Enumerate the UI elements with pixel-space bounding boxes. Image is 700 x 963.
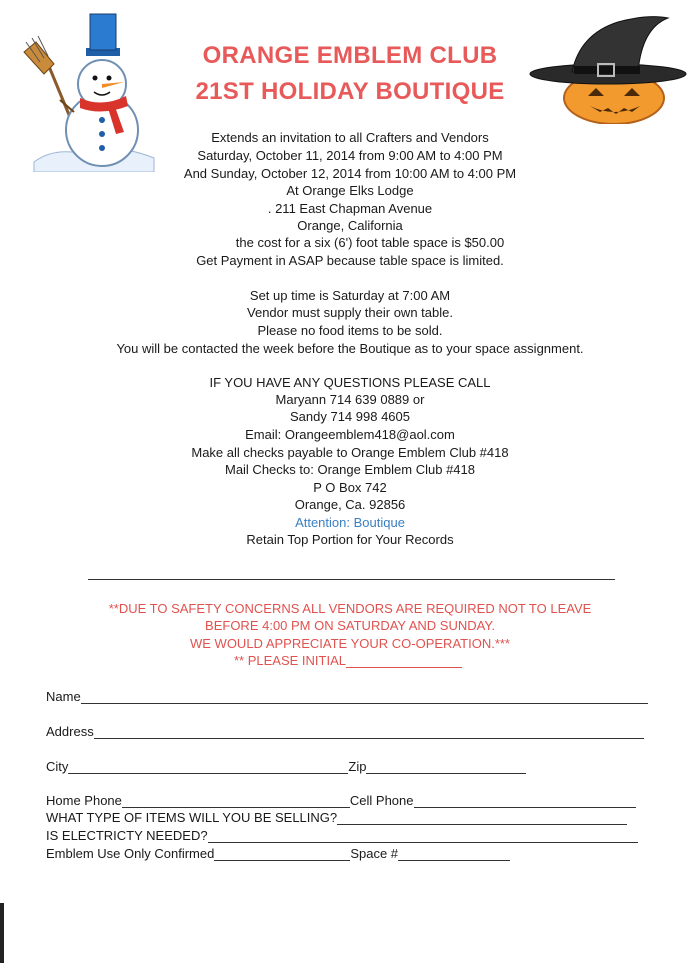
address-row xyxy=(46,724,644,739)
scan-edge xyxy=(0,903,4,963)
scan-bottom-margin xyxy=(0,903,700,963)
items-row xyxy=(46,810,627,825)
emblem-use-label: Emblem Use Only Confirmed xyxy=(46,846,215,861)
event-title: 21ST HOLIDAY BOUTIQUE xyxy=(195,78,505,105)
detail-line: And Sunday, October 12, 2014 from 10:00 AM to 4:00 PM xyxy=(183,166,517,181)
notice-line: WE WOULD APPRECIATE YOUR CO-OPERATION.*** xyxy=(190,636,510,651)
detail-line: Get Payment in ASAP because table space is limited. xyxy=(196,253,504,268)
retain-line: Retain Top Portion for Your Records xyxy=(246,532,454,547)
contact-line: Orange, Ca. 92856 xyxy=(294,497,406,512)
home-phone-label: Home Phone xyxy=(46,793,122,808)
items-label: WHAT TYPE OF ITEMS WILL YOU BE SELLING? xyxy=(46,810,338,825)
detail-line: Saturday, October 11, 2014 from 9:00 AM to 4:00 PM xyxy=(197,148,503,163)
city-field[interactable] xyxy=(68,761,348,774)
initial-row xyxy=(234,653,462,668)
name-row xyxy=(46,689,648,704)
address-label: Address xyxy=(46,724,94,739)
club-title: ORANGE EMBLEM CLUB xyxy=(202,42,498,69)
space-number-field[interactable] xyxy=(398,848,510,861)
setup-line: Vendor must supply their own table. xyxy=(247,305,453,320)
contact-email: Email: Orangeemblem418@aol.com xyxy=(245,427,455,442)
address-field[interactable] xyxy=(94,726,644,739)
city-label: City xyxy=(46,759,69,774)
initial-label: ** PLEASE INITIAL xyxy=(234,653,346,668)
phone-row xyxy=(46,793,636,808)
cell-phone-field[interactable] xyxy=(414,795,636,808)
notice-line: BEFORE 4:00 PM ON SATURDAY AND SUNDAY. xyxy=(205,618,495,633)
initial-field[interactable] xyxy=(346,655,462,668)
attention-line: Attention: Boutique xyxy=(295,515,405,530)
cell-phone-label: Cell Phone xyxy=(349,793,414,808)
setup-line: Set up time is Saturday at 7:00 AM xyxy=(249,288,451,303)
city-zip-row xyxy=(46,759,526,774)
contact-line: Mail Checks to: Orange Emblem Club #418 xyxy=(224,462,475,477)
emblem-confirmed-field[interactable] xyxy=(214,848,350,861)
contact-line: Maryann 714 639 0889 or xyxy=(275,392,425,407)
contact-line: P O Box 742 xyxy=(313,480,387,495)
setup-line: You will be contacted the week before the Boutique as to your space assignment. xyxy=(116,341,584,356)
emblem-use-row xyxy=(46,846,510,861)
space-label: Space # xyxy=(350,846,399,861)
detail-line: At Orange Elks Lodge xyxy=(286,183,414,198)
detail-line: . 211 East Chapman Avenue xyxy=(267,201,433,216)
detail-line: Orange, California xyxy=(297,218,403,233)
electricity-row xyxy=(46,828,638,843)
name-label: Name xyxy=(46,689,81,704)
tear-off-divider xyxy=(88,579,615,580)
zip-field[interactable] xyxy=(366,761,526,774)
notice-line: **DUE TO SAFETY CONCERNS ALL VENDORS ARE REQUIRED NOT TO LEAVE xyxy=(108,601,592,616)
zip-label: Zip xyxy=(348,759,367,774)
contact-line: Make all checks payable to Orange Emblem Club #418 xyxy=(191,445,509,460)
detail-line: Extends an invitation to all Crafters and Vendors xyxy=(211,130,489,145)
electricity-label: IS ELECTRICTY NEEDED? xyxy=(46,828,208,843)
items-field[interactable] xyxy=(337,812,627,825)
setup-line: Please no food items to be sold. xyxy=(257,323,443,338)
electricity-field[interactable] xyxy=(208,830,638,843)
contact-heading: IF YOU HAVE ANY QUESTIONS PLEASE CALL xyxy=(209,375,491,390)
detail-line: the cost for a six (6') foot table space is $50.00 xyxy=(235,235,505,250)
home-phone-field[interactable] xyxy=(122,795,350,808)
contact-line: Sandy 714 998 4605 xyxy=(290,409,410,424)
name-field[interactable] xyxy=(81,691,648,704)
